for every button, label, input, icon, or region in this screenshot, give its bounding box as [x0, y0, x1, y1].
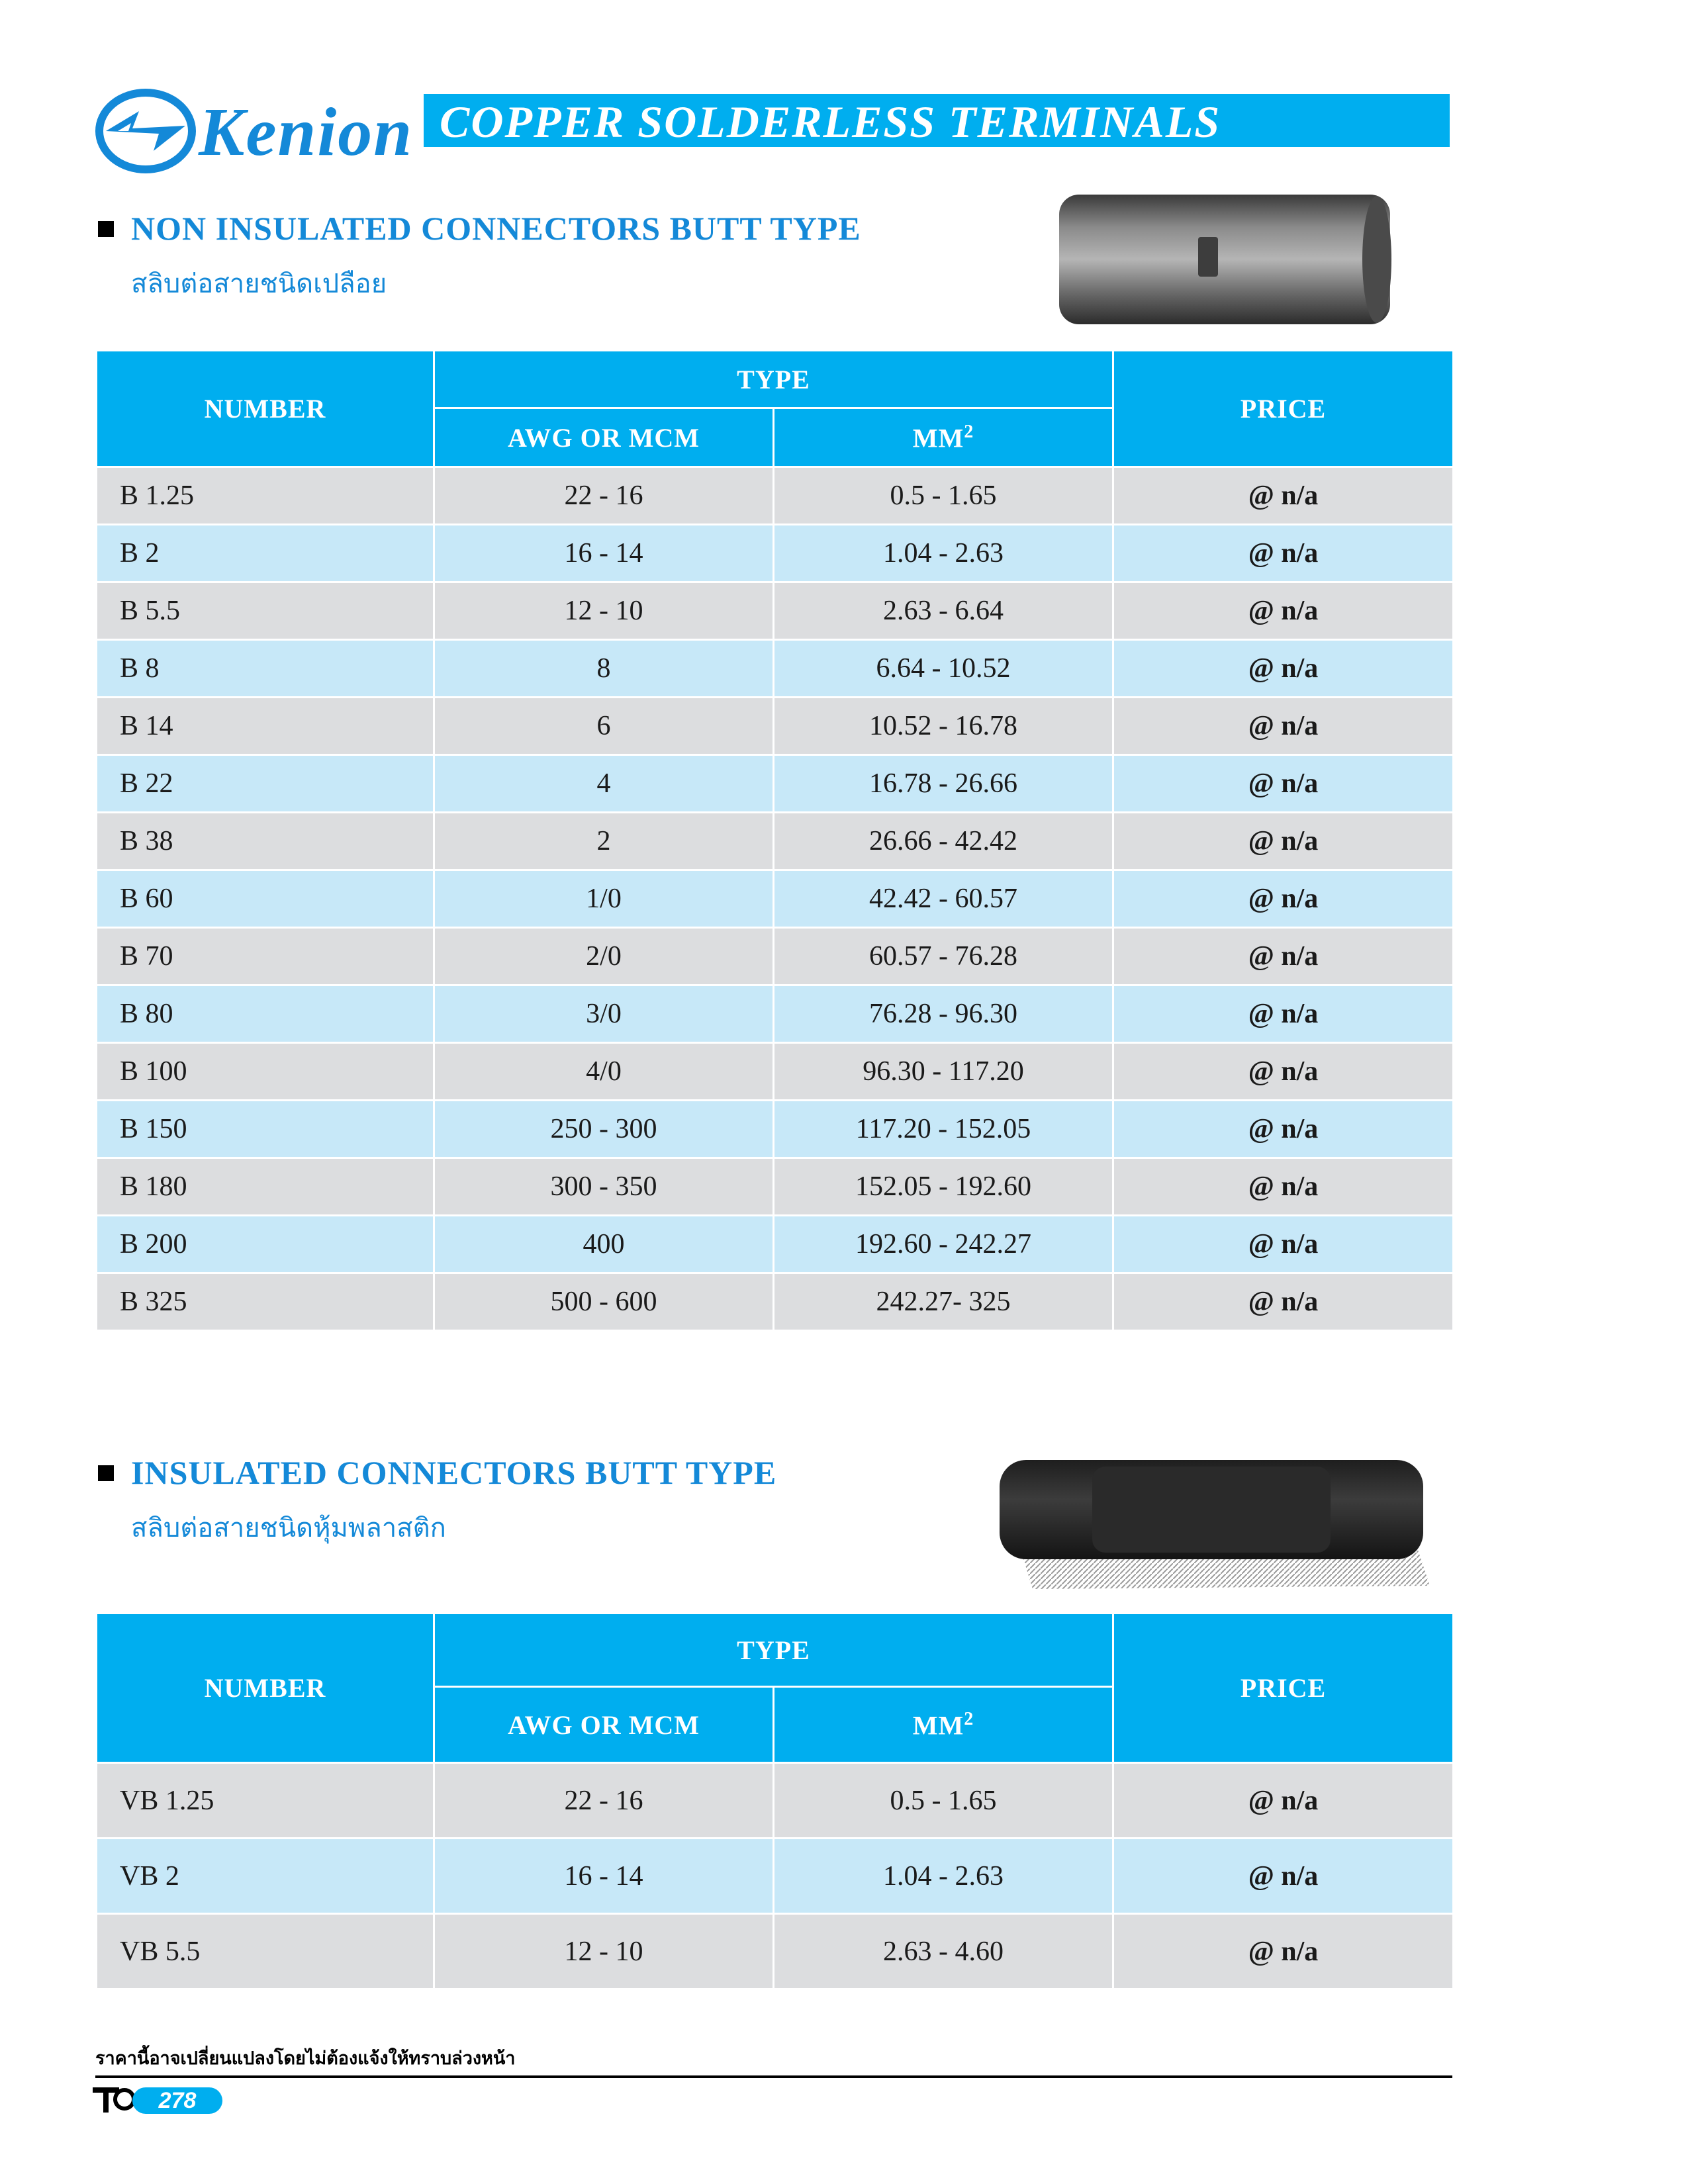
- cell-awg: 22 - 16: [434, 1763, 774, 1839]
- cell-mm: 60.57 - 76.28: [774, 928, 1113, 985]
- header-mm: $MM^2$: [774, 1687, 1113, 1763]
- cell-number: B 60: [97, 870, 434, 928]
- page-number: 278: [158, 2088, 197, 2113]
- brand-wordmark: Kenion: [199, 94, 414, 170]
- cell-price: @ n/a: [1113, 698, 1454, 755]
- cell-awg: 250 - 300: [434, 1101, 774, 1158]
- cell-mm: 117.20 - 152.05: [774, 1101, 1113, 1158]
- cell-number: B 38: [97, 813, 434, 870]
- cell-price: @ n/a: [1113, 1101, 1454, 1158]
- cell-price: @ n/a: [1113, 582, 1454, 640]
- section-title: INSULATED CONNECTORS BUTT TYPE: [131, 1454, 777, 1491]
- header-number: NUMBER: [97, 1614, 434, 1763]
- cell-awg: 300 - 350: [434, 1158, 774, 1216]
- cell-price: @ n/a: [1113, 640, 1454, 698]
- table-row: [97, 1216, 1454, 1273]
- cell-price: @ n/a: [1113, 985, 1454, 1043]
- table-row: [97, 870, 1454, 928]
- cell-number: B 150: [97, 1101, 434, 1158]
- table-row: [97, 755, 1454, 813]
- section-subtitle: สลิบต่อสายชนิดหุ้มพลาสติก: [131, 1513, 446, 1543]
- table-row: [97, 525, 1454, 582]
- cell-price: @ n/a: [1113, 525, 1454, 582]
- insulated-butt-connector-image: [993, 1447, 1443, 1592]
- section-bullet: [98, 221, 114, 237]
- cell-mm: 96.30 - 117.20: [774, 1043, 1113, 1101]
- cell-mm: 10.52 - 16.78: [774, 698, 1113, 755]
- cell-mm: 76.28 - 96.30: [774, 985, 1113, 1043]
- header-mm: $MM^2$: [774, 408, 1113, 467]
- header-price: PRICE: [1113, 351, 1454, 467]
- table-row: [97, 928, 1454, 985]
- cell-mm: 1.04 - 2.63: [774, 1839, 1113, 1914]
- table-row: [97, 1763, 1454, 1839]
- table-row: [97, 582, 1454, 640]
- cell-mm: 6.64 - 10.52: [774, 640, 1113, 698]
- bare-butt-connector-image: [1046, 185, 1403, 332]
- cell-price: @ n/a: [1113, 1839, 1454, 1914]
- cell-mm: 0.5 - 1.65: [774, 467, 1113, 525]
- cell-awg: 4: [434, 755, 774, 813]
- cell-number: B 2: [97, 525, 434, 582]
- footer-divider: [95, 2075, 1452, 2078]
- cell-awg: 4/0: [434, 1043, 774, 1101]
- title-bar: [424, 94, 1450, 147]
- cell-number: B 8: [97, 640, 434, 698]
- cell-mm: 16.78 - 26.66: [774, 755, 1113, 813]
- cell-mm: 42.42 - 60.57: [774, 870, 1113, 928]
- cell-awg: 12 - 10: [434, 1914, 774, 1989]
- cell-number: B 100: [97, 1043, 434, 1101]
- cell-number: B 325: [97, 1273, 434, 1331]
- cell-price: @ n/a: [1113, 1216, 1454, 1273]
- cell-price: @ n/a: [1113, 928, 1454, 985]
- cell-price: @ n/a: [1113, 1158, 1454, 1216]
- cell-number: VB 5.5: [97, 1914, 434, 1989]
- header-number: NUMBER: [97, 351, 434, 467]
- kenion-logo-icon: [93, 85, 199, 177]
- table-body: [97, 467, 1454, 1331]
- table-row: [97, 1158, 1454, 1216]
- section-subtitle: สลิบต่อสายชนิดเปลือย: [131, 269, 387, 299]
- cell-mm: 242.27- 325: [774, 1273, 1113, 1331]
- cell-mm: 1.04 - 2.63: [774, 525, 1113, 582]
- cell-mm: 26.66 - 42.42: [774, 813, 1113, 870]
- cell-mm: 152.05 - 192.60: [774, 1158, 1113, 1216]
- page-title: COPPER SOLDERLESS TERMINALS: [440, 97, 1221, 147]
- table-row: [97, 985, 1454, 1043]
- table-row: [97, 698, 1454, 755]
- cell-price: @ n/a: [1113, 870, 1454, 928]
- header-price: PRICE: [1113, 1614, 1454, 1763]
- non-insulated-spec-table: [95, 349, 1454, 1332]
- table-row: [97, 813, 1454, 870]
- cell-awg: 400: [434, 1216, 774, 1273]
- table-row: [97, 640, 1454, 698]
- cell-awg: 16 - 14: [434, 525, 774, 582]
- header-awg: AWG OR MCM: [434, 408, 774, 467]
- cell-awg: 3/0: [434, 985, 774, 1043]
- cell-awg: 2/0: [434, 928, 774, 985]
- cell-mm: 192.60 - 242.27: [774, 1216, 1113, 1273]
- cell-price: @ n/a: [1113, 1043, 1454, 1101]
- section-bullet: [98, 1465, 114, 1481]
- cell-number: VB 2: [97, 1839, 434, 1914]
- cell-mm: 0.5 - 1.65: [774, 1763, 1113, 1839]
- table-row: [97, 1043, 1454, 1101]
- cell-number: B 200: [97, 1216, 434, 1273]
- page-number-badge: [132, 2087, 222, 2114]
- cell-awg: 12 - 10: [434, 582, 774, 640]
- cell-number: B 14: [97, 698, 434, 755]
- table-row: [97, 467, 1454, 525]
- table-row: [97, 1273, 1454, 1331]
- cell-price: @ n/a: [1113, 1763, 1454, 1839]
- cell-price: @ n/a: [1113, 1273, 1454, 1331]
- header-awg: AWG OR MCM: [434, 1687, 774, 1763]
- cell-awg: 8: [434, 640, 774, 698]
- cell-awg: 2: [434, 813, 774, 870]
- cell-price: @ n/a: [1113, 1914, 1454, 1989]
- cell-number: B 80: [97, 985, 434, 1043]
- cell-price: @ n/a: [1113, 467, 1454, 525]
- header-type: TYPE: [434, 351, 1113, 408]
- cell-price: @ n/a: [1113, 755, 1454, 813]
- cell-number: B 1.25: [97, 467, 434, 525]
- cell-awg: 22 - 16: [434, 467, 774, 525]
- section-title: NON INSULATED CONNECTORS BUTT TYPE: [131, 210, 861, 247]
- cell-mm: 2.63 - 6.64: [774, 582, 1113, 640]
- cell-number: B 70: [97, 928, 434, 985]
- cell-awg: 1/0: [434, 870, 774, 928]
- price-disclaimer: ราคานี้อาจเปลี่ยนแปลงโดยไม่ต้องแจ้งให้ทราบล่วงหน้า: [95, 2048, 516, 2069]
- insulated-spec-table: [95, 1612, 1454, 1990]
- cell-awg: 6: [434, 698, 774, 755]
- cell-price: @ n/a: [1113, 813, 1454, 870]
- table-row: [97, 1839, 1454, 1914]
- table-row: [97, 1914, 1454, 1989]
- cell-awg: 16 - 14: [434, 1839, 774, 1914]
- cell-number: B 22: [97, 755, 434, 813]
- header-type: TYPE: [434, 1614, 1113, 1687]
- cell-number: B 5.5: [97, 582, 434, 640]
- cell-number: VB 1.25: [97, 1763, 434, 1839]
- cell-mm: 2.63 - 4.60: [774, 1914, 1113, 1989]
- cell-number: B 180: [97, 1158, 434, 1216]
- cell-awg: 500 - 600: [434, 1273, 774, 1331]
- table-row: [97, 1101, 1454, 1158]
- table-body: [97, 1763, 1454, 1989]
